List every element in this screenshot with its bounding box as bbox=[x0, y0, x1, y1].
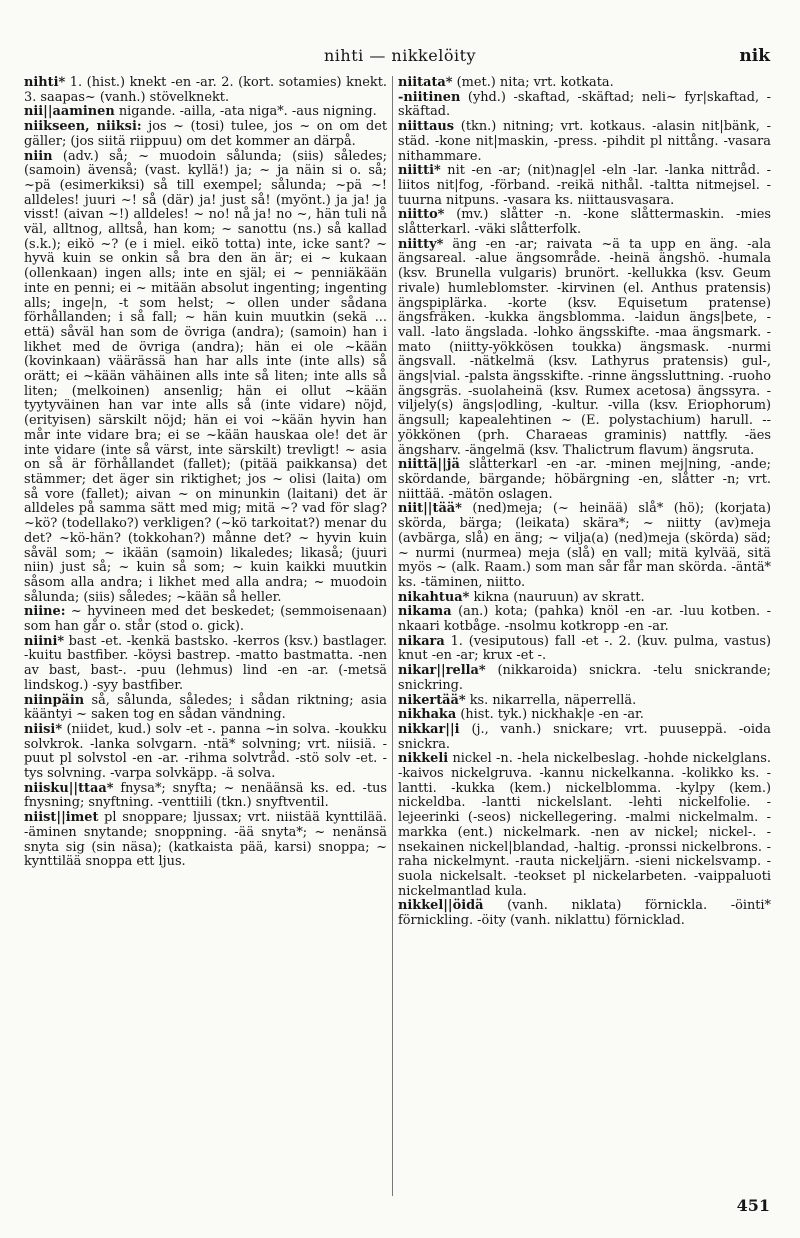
headword: nikama bbox=[398, 604, 452, 620]
headword: nikhaka bbox=[398, 707, 457, 723]
definition: nit -en -ar; (nit)nag|el -eln -lar. -lanka nittråd. -liitos nit|fog, -förband. -reikä nithål. -taltta nitmejsel. -tuurna nitpuns. -vasara ks. niittausvasara. bbox=[398, 163, 771, 208]
headword: nikertää* bbox=[398, 692, 466, 708]
dictionary-entry bbox=[398, 91, 771, 120]
guide-word: nik bbox=[739, 46, 770, 66]
page-number: 451 bbox=[736, 1196, 770, 1215]
headword: niit||tää* bbox=[398, 501, 462, 517]
definition: (niidet, kud.) solv -et -. panna ~in solva. -koukku solvkrok. -lanka solvgarn. -ntä* solvning; vrt. niisiä. -puut pl solvstol -en -ar. -rihma solvtråd. -stö solv -et. -tys solvning. -varpa solvkäpp. -ä solva. bbox=[24, 721, 387, 782]
definition: 1. (vesiputous) fall -et -. 2. (kuv. pulma, vastus) knut -en -ar; krux -et -. bbox=[398, 633, 771, 664]
dictionary-entry bbox=[24, 605, 387, 634]
definition: (vanh. niklata) förnickla. -öinti* förnickling. -öity (vanh. niklattu) förnicklad. bbox=[398, 898, 771, 929]
headword: nikahtua* bbox=[398, 589, 470, 605]
dictionary-entry bbox=[398, 208, 771, 237]
dictionary-entry bbox=[24, 635, 387, 694]
headword: niitty* bbox=[398, 236, 444, 252]
column-divider bbox=[392, 76, 393, 1196]
dictionary-entry bbox=[398, 723, 771, 752]
definition: (an.) kota; (pahka) knöl -en -ar. -luu kotben. -nkaari kotbåge. -nsolmu kotkropp -en -ar. bbox=[398, 604, 771, 635]
dictionary-entry bbox=[398, 591, 771, 606]
dictionary-entry bbox=[398, 458, 771, 502]
definition: (tkn.) nitning; vrt. kotkaus. -alasin nit|bänk, -städ. -kone nit|maskin, -press. -pihdit pl nittång. -vasara nithammare. bbox=[398, 119, 771, 164]
headword: niittä||jä bbox=[398, 457, 460, 473]
definition: slåtterkarl -en -ar. -minen mej|ning, -ande; skördande, bärgande; höbärgning -en, slåtter -n; vrt. niittää. -mätön oslagen. bbox=[398, 457, 771, 502]
dictionary-entry bbox=[24, 811, 387, 870]
dictionary-entry bbox=[24, 782, 387, 811]
headword: nii||aaminen bbox=[24, 104, 115, 120]
dictionary-entry bbox=[398, 605, 771, 634]
right-column bbox=[398, 76, 771, 929]
dictionary-entry bbox=[398, 708, 771, 723]
definition: fnysa*; snyfta; ~ nenäänsä ks. ed. -tus fnysning; snyftning. -venttiili (tkn.) snyftventil. bbox=[24, 780, 387, 811]
headword: niikseen, niiksi: bbox=[24, 119, 142, 135]
definition: bast -et. -kenkä bastsko. -kerros (ksv.) bastlager. -kuitu bastfiber. -köysi bastrep. -matto bastmatta. -nen av bast, bast-. -puu (lehmus) lind -en -ar. (-metsä lindskog.) -syy bastfiber. bbox=[24, 633, 387, 693]
definition: (ned)meja; (~ heinää) slå* (hö); (korjata) skörda, bärga; (leikata) skära*; ~ niitty (av)meja (avbärga, slå) en äng; ~ vilja(a) (ned)meja (skörda) säd; ~ nurmi (nurmea) meja (slå) en vall; mitä kylvää, sitä myös ~ (alk. Raam.) som man sår får man skörda. -äntä* ks. -täminen, niitto. bbox=[398, 501, 771, 590]
definition: (hist. tyk.) nickhak|e -en -ar. bbox=[456, 707, 644, 723]
headword: nikkar||i bbox=[398, 721, 460, 737]
dictionary-entry bbox=[398, 502, 771, 590]
definition: nickel -n. -hela nickelbeslag. -hohde nickelglans. -kaivos nickelgruva. -kannu nickelkanna. -kolikko ks. -lantti. -kukka (kem.) nickelblomma. -kylpy (kem.) nickeldba. -lantti nickelslant. -lehti nickelfolie. -lejeerinki (-seos) nickellegering. -malmi nickelmalm. -markka (ent.) nickelmark. -nen av nickel; nickel-. -nsekainen nickel|blandad, -haltig. -pronssi nickelbrons. -raha nickelmynt. -rauta nickeljärn. -sieni nickelsvamp. -suola nickelsalt. -teokset pl nickelarbeten. -vaippaluoti nickelmantlad kula. bbox=[398, 751, 771, 899]
definition: så, sålunda, således; i sådan riktning; asia kääntyi ~ saken tog en sådan vändning. bbox=[24, 692, 387, 723]
headword: nihti* bbox=[24, 75, 66, 90]
headword: nikara bbox=[398, 633, 445, 649]
headword: -niitinen bbox=[398, 89, 461, 105]
definition: nigande. -ailla, -ata niga*. -aus nigning. bbox=[114, 104, 377, 120]
headword: nikkel||öidä bbox=[398, 898, 484, 914]
definition: 1. (hist.) knekt -en -ar. 2. (kort. sotamies) knekt. 3. saapas~ (vanh.) stövelknekt. bbox=[24, 75, 387, 105]
headword: niist||imet bbox=[24, 810, 99, 826]
dictionary-entry bbox=[24, 105, 387, 120]
headword: niisku||ttaa* bbox=[24, 780, 114, 796]
definition: ks. nikarrella, näperrellä. bbox=[465, 692, 637, 708]
left-column bbox=[24, 76, 387, 870]
dictionary-entry bbox=[398, 899, 771, 928]
dictionary-entry bbox=[398, 694, 771, 709]
headword: niisi* bbox=[24, 721, 63, 737]
headword: niitto* bbox=[398, 207, 445, 223]
dictionary-entry bbox=[398, 76, 771, 91]
dictionary-entry bbox=[398, 120, 771, 164]
dictionary-entry bbox=[398, 635, 771, 664]
headword: niitti* bbox=[398, 163, 441, 179]
definition: (yhd.) -skaftad, -skäftad; neli~ fyr|skaftad, -skäftad. bbox=[398, 89, 771, 120]
dictionary-entry bbox=[398, 752, 771, 899]
dictionary-entry bbox=[24, 723, 387, 782]
dictionary-entry bbox=[24, 150, 387, 606]
dictionary-entry bbox=[24, 694, 387, 723]
headword: niin bbox=[24, 148, 53, 164]
definition: (nikkaroida) snickra. -telu snickrande; snickring. bbox=[398, 663, 771, 693]
dictionary-entry bbox=[24, 76, 387, 105]
definition: jos ~ (tosi) tulee, jos ~ on om det gäller; (jos siitä riippuu) om det kommer an därpå. bbox=[24, 119, 387, 149]
definition: (j., vanh.) snickare; vrt. puuseppä. -oida snickra. bbox=[398, 721, 771, 752]
headword: niini* bbox=[24, 633, 65, 649]
page-header bbox=[0, 46, 800, 68]
definition: ~ hyvineen med det beskedet; (semmoisenaan) som han går o. står (stod o. gick). bbox=[24, 604, 387, 635]
headword: niitata* bbox=[398, 75, 453, 90]
dictionary-entry bbox=[398, 664, 771, 693]
dictionary-entry bbox=[398, 164, 771, 208]
definition: pl snoppare; ljussax; vrt. niistää kynttilää. -äminen snytande; snoppning. -ää snyta*; ~ nenänsä snyta sig (sin näsa); (katkaista pää, karsi) snoppa; ~ kynttilää snoppa ett ljus. bbox=[24, 810, 387, 870]
definition: (mv.) slåtter -n. -kone slåttermaskin. -mies slåtterkarl. -väki slåtterfolk. bbox=[398, 207, 771, 238]
definition: kikna (nauruun) av skratt. bbox=[469, 589, 645, 605]
headword: niittaus bbox=[398, 119, 455, 135]
dictionary-entry bbox=[398, 238, 771, 459]
headword: nikkeli bbox=[398, 751, 449, 767]
definition: (adv.) så; ~ muodoin sålunda; (siis) således; (samoin) ävenså; (vast. kyllä!) ja; ~ ja näin si o. så; ~pä (esimerkiksi) så till exempel; sålunda; ~pä ~! alldeles! juuri ~! så (där) ja! just så! (myönt.) ja ja! ja visst! (aivan ~!) alldeles! ~ no! nå ja! no ~, hän tuli nå väl, alltnog, alltså, han kom; ~ sanottu (ns.) så kallad (s.k.); eikö ~? (e i miel. eikö totta) inte, icke sant? ~ hyvä kuin se onkin så bra den än är; ei ~ kukaan (ollenkaan) ingen alls; inte en själ; ei ~ penniäkään inte en penni; ei ~ mitään absolut ingenting; ingenting alls; inge|n, -t som helst; ~ ollen under sådana förhållanden; i så fall; ~ hän kuin muutkin (sekä ... että) såväl han som de övriga (andra); (samoin) han i likhet med de övriga (andra); hän ei ole ~kään (kovinkaan) väärässä han har alls inte (inte alls) så orätt; ei ~kään vähäinen alls inte så liten; inte alls så liten; (melkoinen) ansenlig; hän ei ollut ~kään tyytyväinen han var inte alls så (inte vidare) nöjd, (erityisen) särskilt nöjd; hän ei voi ~kään hyvin han mår inte vidare bra; ei se ~kään hauskaa ole! det är inte vidare (inte så värst, inte särskilt) trevligt! ~ asia on så är förhållandet (fallet); (pitää paikkansa) det stämmer; det äger sin riktighet; jos ~ olisi (laita) om så vore (fallet); aivan ~ on minunkin (laitani) det är alldeles på samma sätt med mig; mitä ~? vad för slag? ~kö? (todellako?) verkligen? (~kö tarkoitat?) menar du det? ~kö-hän? (tokkohan?) månne det? ~ hyvin kuin såväl som; ~ ikään (samoin) likaledes; likaså; (juuri niin) just så; ~ kuin så som; ~ kuin kaikki muutkin såsom alla andra; i likhet med alla andra; ~ muodoin sålunda; (siis) således; ~kään så heller. bbox=[24, 148, 387, 605]
headword: niinpäin bbox=[24, 692, 85, 708]
headword: niine: bbox=[24, 604, 66, 620]
definition: (met.) nita; vrt. kotkata. bbox=[452, 75, 614, 90]
definition: äng -en -ar; raivata ~ä ta upp en äng. -ala ängsareal. -alue ängsområde. -heinä ängshö. -humala (ksv. Brunella vulgaris) brunört. -kellukka (ksv. Geum rivale) humleblomster. -kirvinen (el. Anthus pratensis) ängspiplärka. -korte (ksv. Equisetum pratense) ängsfräken. -kukka ängsblomma. -laidun ängs|bete, -vall. -lato ängslada. -lohko ängsskifte. -maa ängsmark. -mato (niitty-yökkösen toukka) ängsmask. -nurmi ängsvall. -nätkelmä (ksv. Lathyrus pratensis) gul-, ängs|vial. -palsta ängsskifte. -rinne ängssluttning. -ruoho ängsgräs. -suolaheinä (ksv. Rumex acetosa) ängssyra. -viljely(s) ängs|odling, -kultur. -villa (ksv. Eriophorum) ängsull; kapealehtinen ~ (E. polystachium) harull. --yökkönen (prh. Charaeas graminis) nattfly. -äes ängsharv. -ängelmä (ksv. Thalictrum flavum) ängsruta. bbox=[398, 236, 771, 458]
dictionary-entry bbox=[24, 120, 387, 149]
headword: nikar||rella* bbox=[398, 663, 486, 679]
running-head: nihti — nikkelöity bbox=[323, 46, 477, 65]
